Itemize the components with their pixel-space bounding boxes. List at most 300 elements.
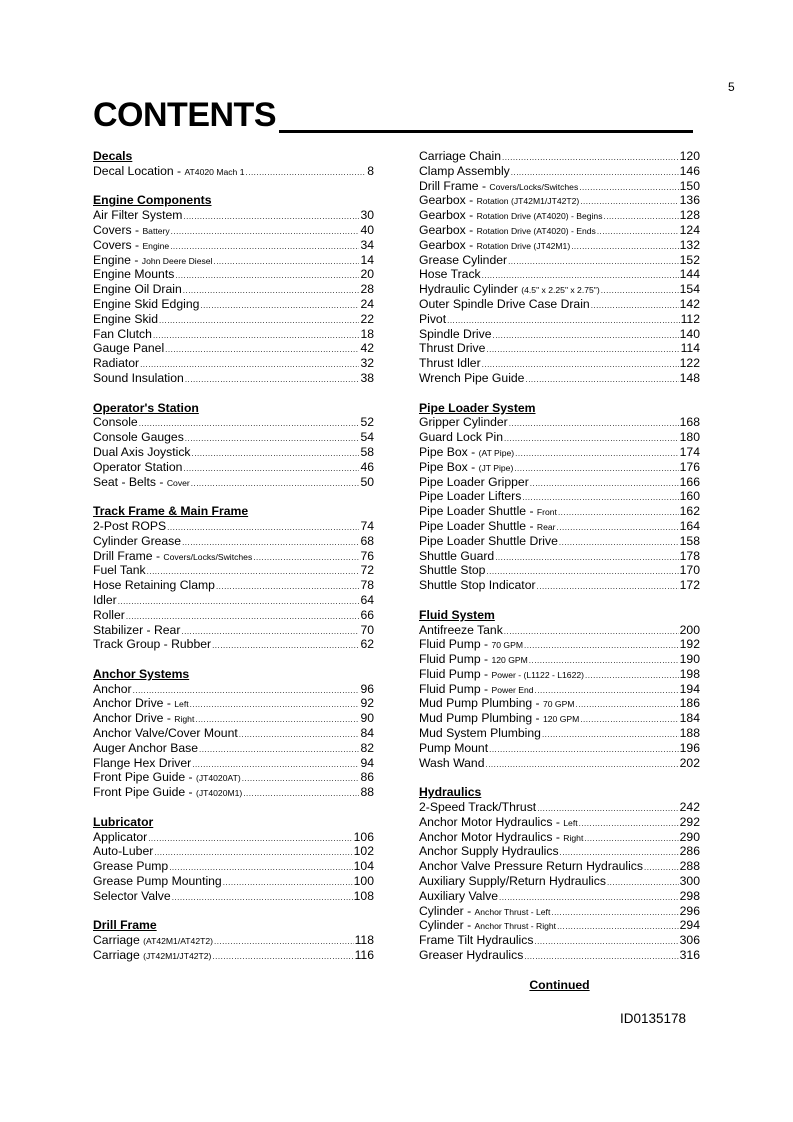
dot-leader [169,863,352,873]
entry-subtitle: John Deere Diesel [141,255,213,266]
dot-leader [133,686,360,696]
toc-entry [93,223,374,238]
toc-entry [419,652,700,667]
entry-page-number: 74 [360,518,374,533]
dot-leader [579,183,678,193]
entry-subtitle: 120 GPM [542,714,580,725]
dot-leader [601,286,679,296]
entry-title: Decal Location - [93,163,185,178]
toc-section [93,504,374,652]
toc-entry [419,460,700,475]
dot-leader [154,848,352,858]
entry-page-number: 14 [360,252,374,267]
entry-title: Thrust Drive [419,341,486,356]
entry-subtitle: (JT42M1/JT42T2) [143,951,212,962]
toc-entry [419,475,700,490]
entry-page-number: 84 [360,726,374,741]
entry-subtitle: Rear [536,521,556,532]
continued-label: Continued [529,977,590,992]
toc-entry [93,208,374,223]
dot-leader [191,479,360,489]
entry-page-number: 140 [679,326,700,341]
entry-label [419,667,584,683]
entry-title: Grease Pump Mounting [93,874,222,889]
dot-leader [515,449,679,459]
dot-leader [181,627,359,637]
entry-page-number: 136 [679,193,700,208]
dot-leader [584,834,678,844]
dot-leader [486,345,679,355]
toc-entry [419,563,700,578]
entry-subtitle: (4.5" x 2.25" x 2.75") [521,285,600,296]
entry-title: Drill Frame - [419,178,490,193]
entry-title: Pipe Loader Shuttle Drive [419,533,558,548]
toc-entry [93,844,374,859]
entry-title: Console [93,415,138,430]
entry-page-number: 162 [679,504,700,519]
entry-label [419,253,507,268]
entry-page-number: 170 [679,563,700,578]
entry-subtitle: (AT42M1/AT42T2) [143,936,214,947]
toc-entry [419,489,700,504]
toc-entry [93,578,374,593]
dot-leader [212,952,353,962]
toc-entry [93,475,374,490]
entry-page-number: 46 [360,459,374,474]
entry-title: Carriage [93,933,144,948]
entry-title: Fluid Pump - [419,652,492,667]
entry-title: Mud Pump Plumbing - [419,696,543,711]
entry-label [419,623,503,638]
dot-leader [175,271,359,281]
entry-subtitle: (JT Pipe) [478,462,514,473]
entry-subtitle: Power - (L1122 - L1622) [491,669,584,680]
toc-section [419,608,700,771]
dot-leader [525,375,678,385]
entry-label [93,475,190,491]
toc-entry [419,371,700,386]
toc-entry [419,800,700,815]
entry-title: Idler [93,592,117,607]
toc-entry [419,164,700,179]
section-heading: Lubricator [93,814,154,829]
toc-entry [419,149,700,164]
entry-page-number: 164 [679,518,700,533]
entry-label [419,149,501,164]
entry-page-number: 296 [679,903,700,918]
entry-page-number: 8 [367,163,374,178]
entry-label [419,549,494,564]
toc-entry [419,341,700,356]
toc-entry [93,371,374,386]
entry-subtitle: 120 GPM [491,655,528,666]
entry-label [419,475,529,490]
dot-leader [489,745,679,755]
toc-entry [93,948,374,963]
dot-leader [165,345,359,355]
entry-page-number: 316 [679,948,700,963]
entry-page-number: 70 [360,622,374,637]
entry-title: Covers - [93,222,143,237]
entry-label [93,534,181,549]
toc-entry [419,623,700,638]
toc-entry [93,297,374,312]
entry-label [93,682,132,697]
entry-label [419,282,600,298]
dot-leader [223,878,353,888]
entry-label [419,741,488,756]
entry-label [93,164,245,180]
entry-label [419,578,536,593]
dot-leader [147,567,360,577]
entry-label [419,830,583,846]
dot-leader [558,508,679,518]
toc-entry [93,623,374,638]
entry-label [93,208,182,223]
dot-leader [585,671,679,681]
entry-title: Pipe Loader Gripper [419,474,529,489]
entry-page-number: 180 [679,430,700,445]
entry-label [419,267,481,282]
entry-page-number: 90 [360,711,374,726]
toc-entry [419,534,700,549]
section-heading: Track Frame & Main Frame [93,504,249,519]
entry-label [93,844,153,859]
entry-subtitle: Rotation Drive (AT4020) - Begins [476,211,603,222]
entry-label [419,193,579,209]
toc-entry [93,682,374,697]
entry-label [93,593,117,608]
entry-page-number: 290 [679,829,700,844]
entry-page-number: 152 [679,252,700,267]
entry-page-number: 104 [353,859,374,874]
entry-page-number: 142 [679,296,700,311]
toc-entry [419,874,700,889]
entry-label [419,534,558,549]
entry-page-number: 40 [360,222,374,237]
entry-label [93,253,212,269]
entry-title: Fluid Pump - [419,666,492,681]
entry-page-number: 94 [360,755,374,770]
entry-title: Greaser Hydraulics [419,948,524,963]
toc-entry [93,637,374,652]
page-number: 5 [728,80,735,94]
entry-title: Cylinder - [419,903,475,918]
entry-page-number: 172 [679,578,700,593]
dot-leader [537,582,679,592]
toc-entry [93,785,374,800]
entry-title: Carriage [93,948,144,963]
entry-title: Anchor Drive - [93,711,175,726]
entry-page-number: 78 [360,578,374,593]
toc-entry [93,519,374,534]
entry-title: Selector Valve [93,888,171,903]
entry-title: Engine - [93,252,142,267]
entry-page-number: 62 [360,637,374,652]
entry-label [93,770,241,786]
entry-label [93,830,147,845]
dot-leader [213,257,359,267]
entry-title: Fluid Pump - [419,637,492,652]
entry-page-number: 72 [360,563,374,578]
entry-title: Guard Lock Pin [419,430,504,445]
entry-page-number: 298 [679,888,700,903]
entry-title: Antifreeze Tank [419,622,503,637]
entry-title: Pipe Loader Shuttle - [419,518,537,533]
toc-entry [419,859,700,874]
entry-page-number: 178 [679,548,700,563]
entry-title: Frame Tilt Hydraulics [419,933,534,948]
toc-entry [93,430,374,445]
entry-title: Carriage Chain [419,149,501,163]
entry-title: Anchor Motor Hydraulics - [419,814,564,829]
entry-page-number: 114 [680,341,700,356]
entry-page-number: 34 [360,237,374,252]
entry-label [419,756,484,771]
entry-page-number: 122 [679,356,700,371]
entry-title: Front Pipe Guide - [93,785,196,800]
entry-page-number: 174 [679,444,700,459]
entry-page-number: 38 [360,370,374,385]
toc-entry [93,327,374,342]
entry-page-number: 292 [679,814,700,829]
dot-leader [557,523,679,533]
dot-leader [182,538,359,548]
entry-label [419,297,590,312]
toc-section [419,149,700,386]
entry-page-number: 20 [360,267,374,282]
toc-entry [93,741,374,756]
entry-page-number: 82 [360,740,374,755]
toc-section [93,918,374,962]
entry-subtitle: Rotation (JT42M1/JT42T2) [476,196,580,207]
toc-entry [93,164,374,179]
entry-subtitle: Cover [166,477,190,488]
entry-title: Applicator [93,829,148,844]
entry-label [93,445,191,460]
entry-page-number: 42 [360,341,374,356]
entry-title: Roller [93,607,125,622]
entry-label [93,549,252,565]
entry-label [93,859,168,874]
entry-label [93,578,215,593]
entry-subtitle: Right [563,832,584,843]
toc-entry [93,267,374,282]
dot-leader [199,745,359,755]
entry-page-number: 100 [353,874,374,889]
toc-entry [419,682,700,697]
entry-title: Hose Retaining Clamp [93,578,215,593]
entry-subtitle: Front [536,507,557,518]
toc-entry [93,859,374,874]
entry-label [93,696,189,712]
entry-title: Pump Mount [419,740,489,755]
entry-label [419,726,541,741]
dot-leader [551,908,678,918]
toc-entry [419,933,700,948]
dot-leader [495,553,678,563]
entry-page-number: 242 [679,800,700,815]
dot-leader [529,656,679,666]
toc-entry [419,549,700,564]
entry-label [93,267,174,282]
entry-label [419,933,533,948]
toc-entry [93,238,374,253]
entry-page-number: 146 [679,163,700,178]
entry-label [419,800,536,815]
entry-subtitle: 70 GPM [542,699,575,710]
entry-label [93,933,213,949]
dot-leader [192,449,360,459]
entry-title: Gearbox - [419,208,477,223]
entry-subtitle: (JT4020AT) [195,773,241,784]
toc-entry [419,889,700,904]
entry-label [419,504,557,520]
entry-page-number: 86 [360,770,374,785]
entry-subtitle: Right [174,714,195,725]
entry-title: Gearbox - [419,237,477,252]
toc-entry [419,327,700,342]
entry-page-number: 190 [679,652,700,667]
entry-label [93,711,194,727]
entry-title: Engine Mounts [93,267,175,282]
dot-leader [530,479,679,489]
toc-entry [93,460,374,475]
entry-label [93,726,238,741]
dot-leader [524,952,678,962]
entry-label [419,844,559,859]
section-heading: Pipe Loader System [419,400,536,415]
entry-label [419,327,491,342]
section-heading: Anchor Systems [93,666,190,681]
dot-leader [524,641,679,651]
dot-leader [492,331,678,341]
entry-label [93,948,211,964]
dot-leader [167,523,359,533]
entry-title: Shuttle Stop [419,563,486,578]
toc-entry [93,711,374,726]
dot-leader [571,242,678,252]
dot-leader [183,286,360,296]
entry-label [93,889,171,904]
entry-title: Front Pipe Guide - [93,770,196,785]
toc-section [419,785,700,963]
entry-label [419,445,514,461]
toc-entry [419,726,700,741]
toc-column-left [93,149,374,978]
entry-title: Gripper Cylinder [419,415,508,430]
entry-title: Mud System Plumbing [419,726,541,741]
dot-leader [607,878,679,888]
entry-subtitle: Anchor Thrust - Left [474,906,551,917]
entry-subtitle: Power End [491,684,534,695]
toc-entry [419,297,700,312]
entry-label [419,489,521,504]
entry-page-number: 144 [679,267,700,282]
toc-entry [419,918,700,933]
entry-page-number: 196 [679,740,700,755]
toc-section [93,193,374,385]
toc-column-right [419,149,700,992]
entry-title: Pivot [419,311,447,326]
dot-leader [200,301,359,311]
entry-label [93,341,164,356]
entry-page-number: 28 [360,282,374,297]
toc-entry [93,770,374,785]
section-heading: Fluid System [419,607,495,622]
toc-section [93,401,374,490]
entry-title: Fan Clutch [93,326,152,341]
entry-label [419,696,575,712]
entry-title: Stabilizer - Rear [93,622,181,637]
dot-leader [253,553,359,563]
entry-label [419,223,596,239]
entry-page-number: 116 [354,948,374,963]
dot-leader [591,301,679,311]
entry-label [93,623,180,638]
entry-label [419,430,503,445]
toc-section [93,667,374,800]
entry-page-number: 30 [360,208,374,223]
entry-subtitle: Left [174,699,189,710]
entry-label [419,415,508,430]
entry-page-number: 158 [679,533,700,548]
entry-page-number: 300 [679,874,700,889]
entry-page-number: 96 [360,681,374,696]
section-heading: Drill Frame [93,918,157,933]
entry-label [419,637,523,653]
section-heading: Operator's Station [93,400,199,415]
dot-leader [579,819,679,829]
entry-title: Air Filter System [93,208,183,223]
entry-title: Anchor Valve Pressure Return Hydraulics [419,859,643,874]
entry-page-number: 92 [360,696,374,711]
toc-entry [419,238,700,253]
toc-entry [419,667,700,682]
toc-entry [419,253,700,268]
toc-entry [419,815,700,830]
entry-page-number: 166 [679,474,700,489]
toc-entry [93,282,374,297]
entry-label [419,356,481,371]
entry-label [93,874,222,889]
dot-leader [504,627,679,637]
entry-title: Shuttle Guard [419,548,495,563]
section-heading: Hydraulics [419,785,482,800]
toc-entry [93,830,374,845]
entry-label [93,282,182,297]
entry-label [93,430,184,445]
entry-title: Fluid Pump - [419,681,492,696]
entry-page-number: 50 [360,474,374,489]
toc-entry [93,253,374,268]
toc-entry [93,549,374,564]
entry-subtitle: (AT Pipe) [478,447,515,458]
entry-label [93,637,211,652]
dot-leader [243,789,359,799]
dot-leader [604,212,679,222]
dot-leader [580,197,678,207]
dot-leader [183,212,359,222]
entry-label [419,341,485,356]
entry-label [93,238,169,254]
entry-page-number: 66 [360,607,374,622]
entry-page-number: 306 [679,933,700,948]
entry-label [419,874,606,889]
entry-page-number: 294 [679,918,700,933]
entry-label [419,312,446,327]
entry-title: Mud Pump Plumbing - [419,711,543,726]
